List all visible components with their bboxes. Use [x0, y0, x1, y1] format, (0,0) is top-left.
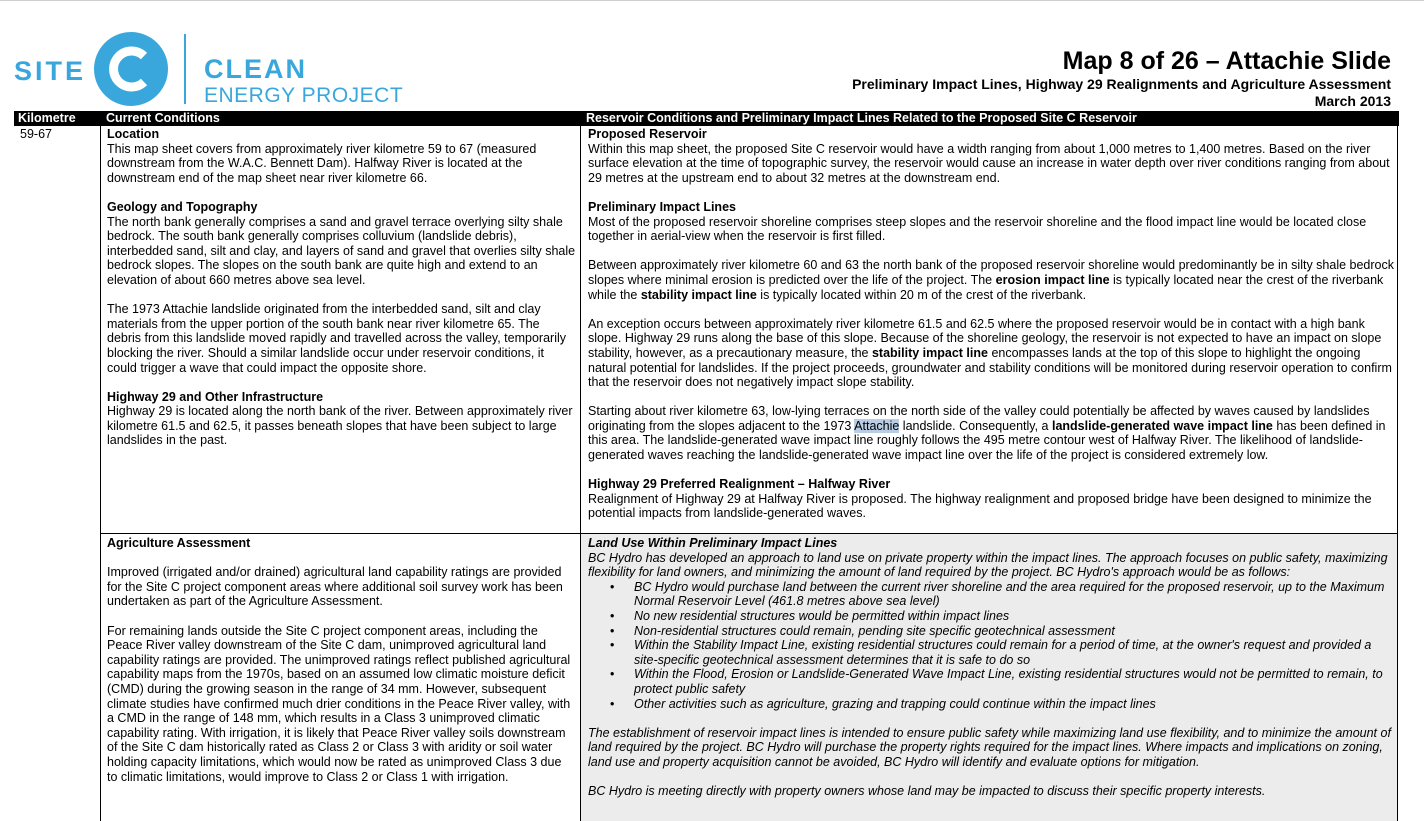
agriculture-text-1: Improved (irrigated and/or drained) agricultural land capability ratings are provided for the Site C project component areas where additional soil survey work has been undertaken as part of the Agriculture Assessment.	[107, 565, 563, 609]
land-use-bullet: • Within the Stability Impact Line, existing residential structures could remain for a period of time, at the owner's request and provided a site-specific geotechnical assessment determines that it is safe to do so	[634, 638, 1394, 667]
agriculture-assessment-cell	[107, 536, 575, 799]
stability-impact-line-term: stability impact line	[640, 287, 757, 302]
logo-energy-text: ENERGY PROJECT	[204, 84, 404, 107]
col-divider-1	[100, 126, 101, 821]
wave-impact-line-term: landslide-generated wave impact line	[1051, 418, 1273, 433]
geology-text-1: The north bank generally comprises a sand and gravel terrace overlying silty shale bedrock. The south bank generally comprises colluvium (landslide debris), interbedded sand, silt and clay, and layers of sand and gravel that overlies silty shale bedrock slopes. The slopes on the south bank are quite high and extend to an elevation of about 660 metres above sea level.	[107, 214, 576, 287]
reservoir-conditions-cell	[588, 127, 1394, 536]
proposed-reservoir-text: Within this map sheet, the proposed Site C reservoir would have a width ranging from about 1,000 metres to 1,400 metres. Based on the river surface elevation at the time of topographic survey, the reservoir would cause an increase in water depth over river conditions ranging from about 29 metres at the upstream end to about 32 metres at the downstream end.	[588, 141, 1390, 185]
top-border	[0, 0, 1424, 1]
realignment-text: Realignment of Highway 29 at Halfway River is proposed. The highway realignment and proposed bridge have been designed to minimize the potential impacts from landslide-generated waves.	[588, 491, 1372, 521]
impact-lines-text-3: An exception occurs between approximately river kilometre 61.5 and 62.5 where the proposed reservoir would be in contact with a high bank slope. Highway 29 runs along the base of this slope. Because of the shoreline geology, the reservoir is not expected to have an impact on slope stability, however, as a precautionary measure, the stability impact line encompasses lands at the top of this slope to highlight the ongoing natural potential for landslides. If the project proceeds, groundwater and stability conditions will be monitored during reservoir operation to confirm that the reservoir does not negatively impact slope stability.	[588, 316, 1392, 390]
land-use-bullet: • Non-residential structures could remain, pending site specific geotechnical assessment	[634, 624, 1394, 639]
header-current-conditions: Current Conditions	[101, 111, 583, 126]
land-use-intro: BC Hydro has developed an approach to land use on private property within the impact lines. The approach focuses on public safety, maximizing flexibility for land owners, and minimizing the amount of land required by the project. BC Hydro's approach would be as follows:	[588, 550, 1388, 580]
stability-impact-line-term-2: stability impact line	[871, 345, 988, 360]
page-subtitle: Preliminary Impact Lines, Highway 29 Realignments and Agriculture Assessment	[852, 76, 1391, 92]
impact-lines-text-2: Between approximately river kilometre 60 and 63 the north bank of the proposed reservoir shoreline would predominantly be in silty shale bedrock slopes where minimal erosion is predicted over the life of the project. The erosion impact line is typically located near the crest of the riverbank while the stability impact line is typically located within 20 m of the crest of the riverbank.	[588, 258, 1394, 302]
page-date: March 2013	[1314, 93, 1391, 109]
erosion-impact-line-term: erosion impact line	[995, 272, 1110, 287]
logo-c-circle-icon	[94, 32, 168, 106]
land-use-cell	[588, 536, 1394, 813]
title-block	[852, 46, 1391, 109]
realignment-heading: Highway 29 Preferred Realignment – Halfway River	[588, 477, 891, 492]
col-divider-2	[580, 126, 581, 821]
attachie-highlight[interactable]: Attachie	[854, 418, 900, 433]
header-kilometre: Kilometre	[14, 111, 105, 126]
agriculture-heading: Agriculture Assessment	[107, 536, 251, 550]
highway-heading: Highway 29 and Other Infrastructure	[107, 389, 324, 404]
land-use-text-2: The establishment of reservoir impact lines is intended to ensure public safety while maximizing land use flexibility, and to minimize the amount of land required by the project. BC Hydro will purchase the property rights required for the impact lines. Where impacts and implications on zoning, land use and property acquisition cannot be avoided, BC Hydro will identify and evaluate options for mitigation.	[588, 725, 1391, 769]
land-use-bullet: • No new residential structures would be permitted within impact lines	[634, 609, 1394, 624]
proposed-reservoir-heading: Proposed Reservoir	[588, 127, 707, 141]
kilometre-value: 59-67	[20, 127, 52, 141]
logo-clean-text: CLEAN	[204, 54, 307, 84]
land-use-bullet-list	[588, 580, 1394, 711]
impact-lines-heading: Preliminary Impact Lines	[588, 199, 736, 214]
conditions-table	[14, 111, 1397, 821]
geology-heading: Geology and Topography	[107, 199, 258, 214]
geology-text-2: The 1973 Attachie landslide originated from the interbedded sand, silt and clay materials from the upper portion of the south bank near river kilometre 65. The debris from this landslide moved rapidly and travelled across the valley, temporarily blocking the river. Should a similar landslide occur under reservoir conditions, it could trigger a wave that could impact the opposite shore.	[107, 302, 567, 375]
location-text: This map sheet covers from approximately river kilometre 59 to 67 (measured downstream from the W.A.C. Bennett Dam). Halfway River is located at the downstream end of the map sheet near river kilometre 66.	[107, 141, 537, 185]
impact-lines-text-1: Most of the proposed reservoir shoreline comprises steep slopes and the reservoir shoreline and the flood impact line would be located close together in aerial-view when the reservoir is first filled.	[588, 214, 1367, 244]
current-conditions-cell	[107, 127, 577, 463]
land-use-bullet: • BC Hydro would purchase land between the current river shoreline and the area required for the proposed reservoir, up to the Maximum Normal Reservoir Level (461.8 metres above sea level)	[634, 580, 1394, 609]
land-use-text-3: BC Hydro is meeting directly with property owners whose land may be impacted to discuss their specific property interests.	[588, 784, 1266, 799]
land-use-bullet: • Within the Flood, Erosion or Landslide-Generated Wave Impact Line, existing residential structures would not be permitted to remain, to protect public safety	[634, 667, 1394, 696]
logo-divider	[184, 34, 186, 104]
header-reservoir-conditions: Reservoir Conditions and Preliminary Impact Lines Related to the Proposed Site C Reservoir	[580, 111, 1399, 126]
logo-site-text: SITE	[14, 56, 87, 86]
location-heading: Location	[107, 127, 160, 141]
land-use-heading: Land Use Within Preliminary Impact Lines	[588, 536, 838, 550]
highway-text: Highway 29 is located along the north bank of the river. Between approximately river kilometre 61.5 and 62.5, it passes beneath slopes that have been subject to large landslides in the past.	[107, 404, 573, 448]
page-title: Map 8 of 26 – Attachie Slide	[1062, 47, 1391, 75]
agriculture-text-2: For remaining lands outside the Site C project component areas, including the Peace River valley downstream of the Site C dam, unimproved agricultural land capability ratings are provided. The unimproved ratings reflect published agricultural capability maps from the 1970s, based on an assumed low climatic moisture deficit (CMD) during the growing season in the range of 34 mm. However, subsequent climate studies have confirmed much drier conditions in the Peace River valley, with a CMD in the range of 148 mm, which results in a Class 3 unimproved climatic capability rating. With irrigation, it is likely that Peace River valley soils downstream of the Site C dam historically rated as Class 2 or Class 3 with aridity or soil water holding capacity limitations, which would now be rated as unimproved Class 3 due to climatic limitations, would improve to Class 2 or Class 1 with irrigation.	[107, 623, 571, 784]
col-divider-3	[1397, 126, 1398, 821]
impact-lines-text-4: Starting about river kilometre 63, low-lying terraces on the north side of the valley could potentially be affected by waves caused by landslides originating from the slopes adjacent to the 1973 Attachie landslide. Consequently, a landslide-generated wave impact line has been defined in this area. The landslide-generated wave impact line roughly follows the 495 metre contour west of Halfway River. The likelihood of landslide-generated waves reaching the landslide-generated wave impact line over the life of the project is considered extremely low.	[588, 404, 1386, 463]
land-use-bullet: • Other activities such as agriculture, grazing and trapping could continue within the impact lines	[634, 697, 1394, 712]
